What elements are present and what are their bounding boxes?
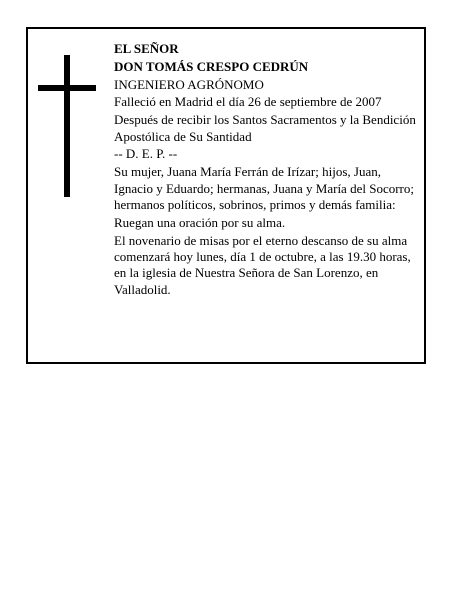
novena-details: El novenario de misas por el eterno descanso de su alma comenzará hoy lunes, día 1 de octubre, a las 19.30 horas, en la iglesia de Nuestra Señora de San Lorenzo, en Valladolid. [114,232,411,297]
cross-icon [38,55,96,197]
prayer-request: Ruegan una oración por su alma. [114,214,286,230]
obituary-notice [26,27,426,364]
notice-text [114,41,420,300]
profession: INGENIERO AGRÓNOMO [114,76,264,92]
honorific: EL SEÑOR [114,41,179,56]
death-statement: Falleció en Madrid el día 26 de septiembre de 2007 [114,94,382,110]
deceased-name: DON TOMÁS CRESPO CEDRÚN [114,58,309,74]
sacraments-statement: Después de recibir los Santos Sacramentos y la Bendición Apostólica de Su Santidad [114,112,416,144]
family-list: Su mujer, Juana María Ferrán de Irízar; hijos, Juan, Ignacio y Eduardo; hermanas, Juana y María del Socorro; hermanos políticos, sobrinos, primos y demás familia: [114,164,414,212]
rest-in-peace: -- D. E. P. -- [114,146,178,162]
cross-vertical-bar [64,55,70,197]
cross-horizontal-bar [38,85,96,91]
